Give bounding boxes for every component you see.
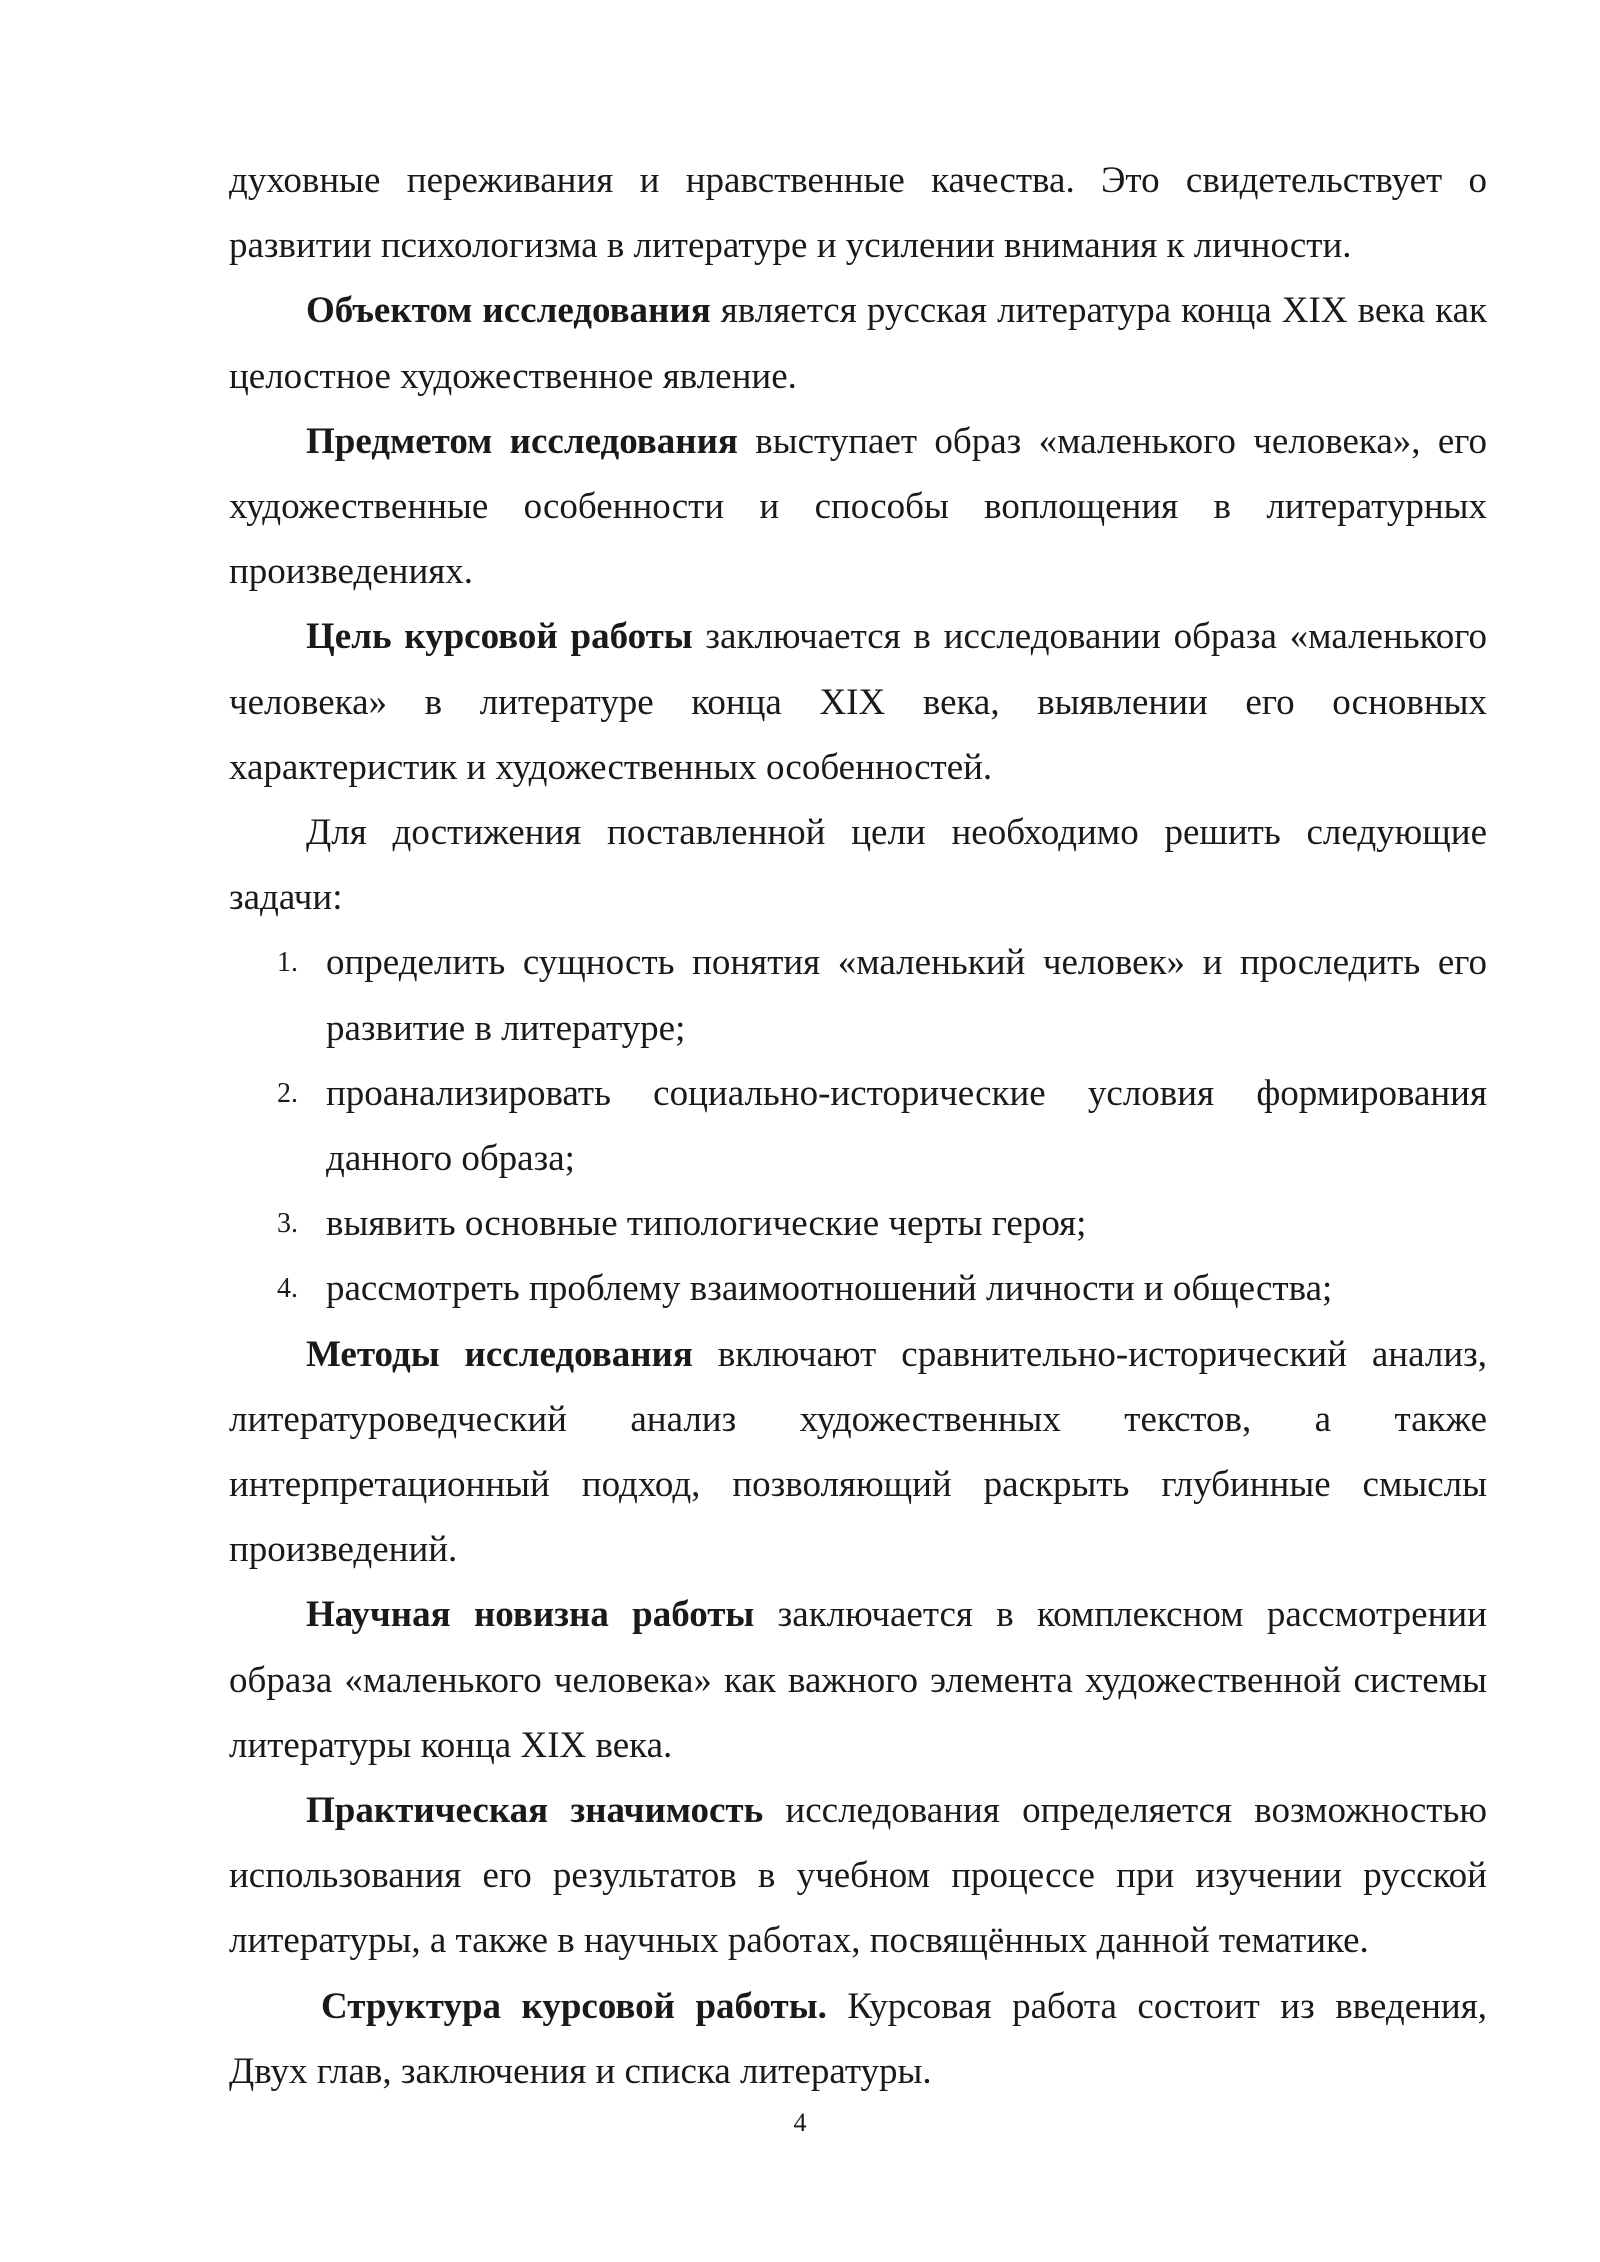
paragraph-text: выступает образ «маленького человека», его художественные особенности и способы воплощения в литературных произведениях. [229,420,1488,593]
paragraph-text: духовные переживания и нравственные качества. Это свидетельствует о развитии психологизма в литературе и усилении внимания к личности. [229,160,1487,267]
list-item-number: 1. [277,947,298,979]
list-item-number: 2. [277,1077,298,1109]
paragraph-lead: Объектом исследования [306,290,711,332]
list-item-text: рассмотреть проблему взаимоотношений личности и общества; [326,1268,1333,1310]
paragraph-text: включают сравнительно-исторический анализ, литературоведческий анализ художественных текстов, а также интерпретационный подход, позволяющий раскрыть глубинные смыслы произведений. [229,1333,1487,1571]
paragraph-text: исследования определяется возможностью использования его результатов в учебном процессе при изучении русской литературы, а также в научных работах, посвящённых данной тематике. [229,1790,1487,1962]
list-item-text: определить сущность понятия «маленький человек» и проследить его развитие в литературе; [326,942,1487,1049]
paragraph-text: Для достижения поставленной цели необходимо решить следующие задачи: [229,812,1487,919]
paragraph-text: является русская литература конца XIX века как целостное художественное явление. [229,290,1487,397]
list-item-text: выявить основные типологические черты героя; [326,1203,1087,1245]
list-item [229,1256,1487,1321]
list-item-number: 3. [277,1208,298,1240]
paragraph-tasks-intro [229,800,1487,930]
paragraph-lead: Предметом исследования [306,420,738,462]
paragraph-subject [229,409,1487,605]
paragraph-lead: Методы исследования [306,1333,693,1375]
paragraph-continuation [229,148,1487,278]
paragraph-methods [229,1322,1487,1583]
paragraph-text: Курсовая работа состоит из введения, Двух глав, заключения и списка литературы. [229,1985,1487,2092]
page-number: 4 [793,2108,807,2137]
list-item [229,930,1487,1060]
list-item [229,1061,1487,1191]
list-item-number: 4. [277,1273,298,1305]
task-list [229,930,1487,1321]
paragraph-novelty [229,1582,1487,1778]
document-body [229,148,1487,2104]
list-item-text: проанализировать социально-исторические условия формирования данного образа; [326,1072,1487,1180]
paragraph-text: заключается в комплексном рассмотрении образа «маленького человека» как важного элемента художественной системы литературы конца XIX века. [229,1594,1487,1766]
list-item [229,1191,1487,1256]
paragraph-lead: Практическая значимость [306,1790,764,1832]
paragraph-lead: Цель курсовой работы [306,616,693,658]
paragraph-practical [229,1778,1487,1974]
paragraph-structure [229,1974,1487,2104]
paragraph-object [229,278,1487,408]
paragraph-lead: Структура курсовой работы. [321,1985,827,2027]
paragraph-goal [229,604,1487,800]
paragraph-text: заключается в исследовании образа «маленького человека» в литературе конца XIX века, выявлении его основных характеристик и художественных особенностей. [229,616,1487,788]
paragraph-lead: Научная новизна работы [306,1594,755,1636]
